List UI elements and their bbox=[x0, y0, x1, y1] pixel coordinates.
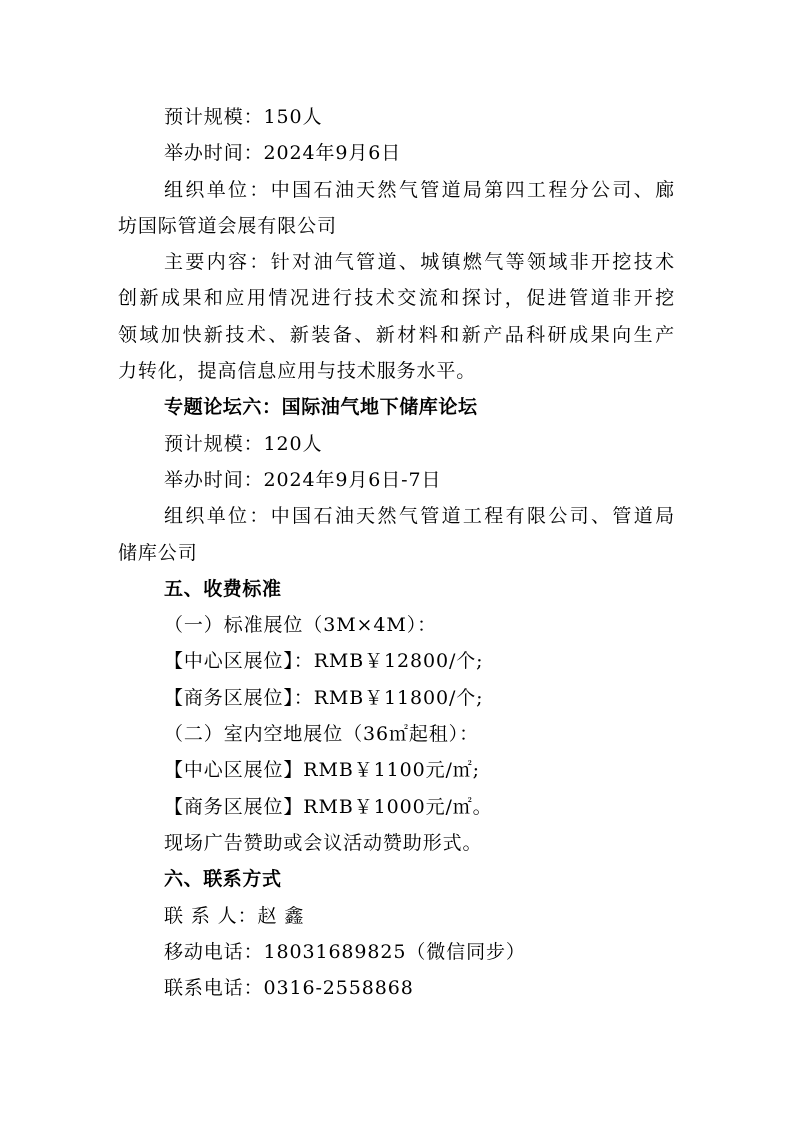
mobile-phone-line: 移动电话：18031689825（微信同步） bbox=[164, 940, 526, 963]
forum-six-time-line: 举办时间：2024年9月6日-7日 bbox=[164, 468, 442, 491]
central-booth-price-line: 【中心区展位】：RMB￥12800/个; bbox=[164, 650, 484, 673]
indoor-space-line: （二）室内空地展位（36㎡起租）： bbox=[164, 723, 479, 746]
main-content-line-4: 力转化，提高信息应用与技术服务水平。 bbox=[118, 360, 477, 383]
document-body bbox=[118, 99, 675, 1006]
contact-heading: 六、联系方式 bbox=[164, 868, 282, 891]
event-time-line: 举办时间：2024年9月6日 bbox=[164, 142, 402, 165]
standard-booth-line: （一）标准展位（3M×4M）： bbox=[164, 614, 438, 637]
contact-phone-line: 联系电话：0316-2558868 bbox=[164, 977, 414, 1000]
forum-six-organizer-line-continued: 储库公司 bbox=[118, 541, 198, 564]
business-booth-price-line: 【商务区展位】：RMB￥11800/个; bbox=[164, 686, 484, 709]
forum-six-scale-line: 预计规模：120人 bbox=[164, 432, 323, 455]
main-content-line-2: 创新成果和应用情况进行技术交流和探讨，促进管道非开挖 bbox=[118, 287, 675, 310]
business-space-price-line: 【商务区展位】RMB￥1000元/㎡。 bbox=[164, 795, 493, 818]
forum-six-heading: 专题论坛六：国际油气地下储库论坛 bbox=[164, 396, 478, 419]
fee-standard-heading: 五、收费标准 bbox=[164, 577, 282, 600]
contact-person-line: 联 系 人：赵 鑫 bbox=[164, 904, 305, 927]
forum-six-organizer-line: 组织单位：中国石油天然气管道工程有限公司、管道局 bbox=[164, 505, 675, 528]
expected-scale-line: 预计规模：150人 bbox=[164, 106, 323, 128]
central-space-price-line: 【中心区展位】RMB￥1100元/㎡; bbox=[164, 759, 480, 782]
sponsorship-line: 现场广告赞助或会议活动赞助形式。 bbox=[164, 831, 483, 854]
organizer-line-continued: 坊国际管道会展有限公司 bbox=[118, 214, 337, 237]
main-content-line-3: 领域加快新技术、新装备、新材料和新产品科研成果向生产 bbox=[118, 323, 675, 346]
main-content-line: 主要内容：针对油气管道、城镇燃气等领域非开挖技术 bbox=[164, 251, 675, 274]
organizer-line: 组织单位：中国石油天然气管道局第四工程分公司、廊 bbox=[164, 178, 675, 201]
